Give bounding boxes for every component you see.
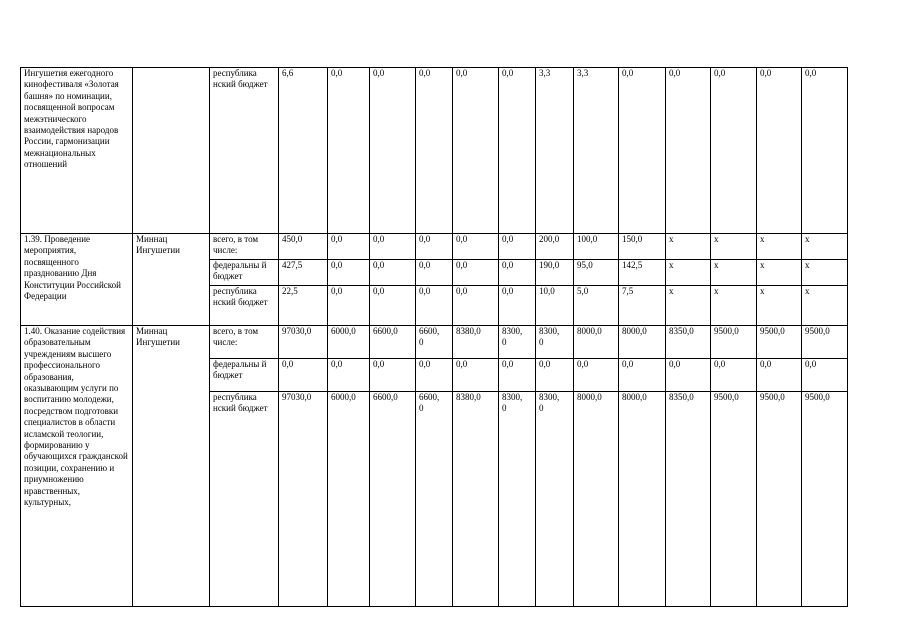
table-row [21, 68, 848, 234]
value-cell: 0,0 [757, 359, 802, 392]
value-cell: 6,6 [279, 68, 328, 234]
budget-table [20, 67, 848, 607]
value-cell: х [802, 234, 848, 260]
value-cell: 0,0 [370, 286, 416, 326]
value-cell: 5,0 [574, 286, 619, 326]
value-cell: 8000,0 [619, 326, 666, 359]
value-cell: х [802, 260, 848, 286]
value-cell: 9500,0 [711, 392, 757, 607]
value-cell: 0,0 [499, 234, 536, 260]
value-cell: 0,0 [711, 68, 757, 234]
value-cell: х [757, 260, 802, 286]
value-cell: 0,0 [370, 359, 416, 392]
value-cell: 8000,0 [619, 392, 666, 607]
value-cell: х [666, 260, 711, 286]
value-cell: 8350,0 [666, 392, 711, 607]
value-cell: 3,3 [574, 68, 619, 234]
value-cell: 0,0 [370, 68, 416, 234]
table-row [21, 326, 848, 359]
value-cell: 0,0 [453, 234, 499, 260]
value-cell: 0,0 [416, 286, 453, 326]
value-cell: 0,0 [279, 359, 328, 392]
measure-name-cell: Ингушетия ежегодного кинофестиваля «Золотая башня» по номинации, посвященной вопросам межэтнического взаимодействия народов России, гармонизации межнациональных отношений [21, 68, 133, 234]
value-cell: х [802, 286, 848, 326]
value-cell: 0,0 [453, 260, 499, 286]
funding-source-cell: республика нский бюджет [210, 286, 279, 326]
executor-cell [133, 68, 210, 234]
value-cell: 6600, 0 [416, 326, 453, 359]
value-cell: 8000,0 [574, 326, 619, 359]
value-cell: 8300, 0 [499, 392, 536, 607]
funding-source-cell: всего, в том числе: [210, 234, 279, 260]
executor-cell: Миннац Ингушетии [133, 234, 210, 326]
value-cell: 0,0 [499, 260, 536, 286]
value-cell: 0,0 [453, 359, 499, 392]
value-cell: 6600, 0 [416, 392, 453, 607]
value-cell: 8380,0 [453, 392, 499, 607]
value-cell: 0,0 [619, 68, 666, 234]
value-cell: 97030,0 [279, 392, 328, 607]
value-cell: 0,0 [499, 359, 536, 392]
value-cell: 0,0 [370, 260, 416, 286]
value-cell: 7,5 [619, 286, 666, 326]
value-cell: 200,0 [536, 234, 574, 260]
value-cell: х [666, 286, 711, 326]
value-cell: 100,0 [574, 234, 619, 260]
value-cell: 0,0 [802, 359, 848, 392]
value-cell: 0,0 [453, 68, 499, 234]
value-cell: 0,0 [666, 359, 711, 392]
value-cell: 8000,0 [574, 392, 619, 607]
value-cell: 150,0 [619, 234, 666, 260]
value-cell: 0,0 [328, 359, 370, 392]
value-cell: х [757, 234, 802, 260]
funding-source-cell: всего, в том числе: [210, 326, 279, 359]
value-cell: 0,0 [453, 286, 499, 326]
value-cell: 0,0 [802, 68, 848, 234]
value-cell: 0,0 [328, 234, 370, 260]
value-cell: 8380,0 [453, 326, 499, 359]
value-cell: 0,0 [370, 234, 416, 260]
executor-cell: Миннац Ингушетии [133, 326, 210, 607]
value-cell: 10,0 [536, 286, 574, 326]
value-cell: 142,5 [619, 260, 666, 286]
value-cell: 8300, 0 [536, 392, 574, 607]
value-cell: х [711, 286, 757, 326]
value-cell: 8350,0 [666, 326, 711, 359]
value-cell: 0,0 [328, 68, 370, 234]
value-cell: 97030,0 [279, 326, 328, 359]
value-cell: 427,5 [279, 260, 328, 286]
value-cell: 0,0 [619, 359, 666, 392]
value-cell: 190,0 [536, 260, 574, 286]
value-cell: 9500,0 [757, 392, 802, 607]
value-cell: 95,0 [574, 260, 619, 286]
value-cell: 6600,0 [370, 392, 416, 607]
value-cell: 0,0 [666, 68, 711, 234]
value-cell: 8300, 0 [499, 326, 536, 359]
value-cell: 0,0 [757, 68, 802, 234]
value-cell: х [711, 260, 757, 286]
value-cell: 6000,0 [328, 326, 370, 359]
value-cell: 0,0 [499, 68, 536, 234]
value-cell: 8300, 0 [536, 326, 574, 359]
value-cell: 9500,0 [757, 326, 802, 359]
value-cell: 9500,0 [711, 326, 757, 359]
value-cell: 0,0 [328, 260, 370, 286]
funding-source-cell: федеральны й бюджет [210, 359, 279, 392]
funding-source-cell: республика нский бюджет [210, 392, 279, 607]
value-cell: 0,0 [416, 260, 453, 286]
measure-name-cell: 1.39. Проведение мероприятия, посвященного празднованию Дня Конституции Российской Федерации [21, 234, 133, 326]
funding-source-cell: федеральны й бюджет [210, 260, 279, 286]
value-cell: 0,0 [416, 68, 453, 234]
value-cell: 6600,0 [370, 326, 416, 359]
value-cell: 0,0 [499, 286, 536, 326]
value-cell: х [757, 286, 802, 326]
value-cell: 0,0 [574, 359, 619, 392]
value-cell: 0,0 [536, 359, 574, 392]
value-cell: 9500,0 [802, 392, 848, 607]
value-cell: 0,0 [416, 359, 453, 392]
value-cell: 9500,0 [802, 326, 848, 359]
value-cell: х [666, 234, 711, 260]
value-cell: х [711, 234, 757, 260]
table-row [21, 234, 848, 260]
value-cell: 3,3 [536, 68, 574, 234]
value-cell: 0,0 [416, 234, 453, 260]
value-cell: 0,0 [328, 286, 370, 326]
value-cell: 450,0 [279, 234, 328, 260]
value-cell: 0,0 [711, 359, 757, 392]
measure-name-cell: 1.40. Оказание содействия образовательным учреждениям высшего профессионального образования, оказывающим услуги по воспитанию молодежи, посредством подготовки специалистов в области исламской теологии, формированию у обучающихся гражданской позиции, сохранению и приумножению нравственных, культурных, [21, 326, 133, 607]
funding-source-cell: республика нский бюджет [210, 68, 279, 234]
value-cell: 22,5 [279, 286, 328, 326]
value-cell: 6000,0 [328, 392, 370, 607]
